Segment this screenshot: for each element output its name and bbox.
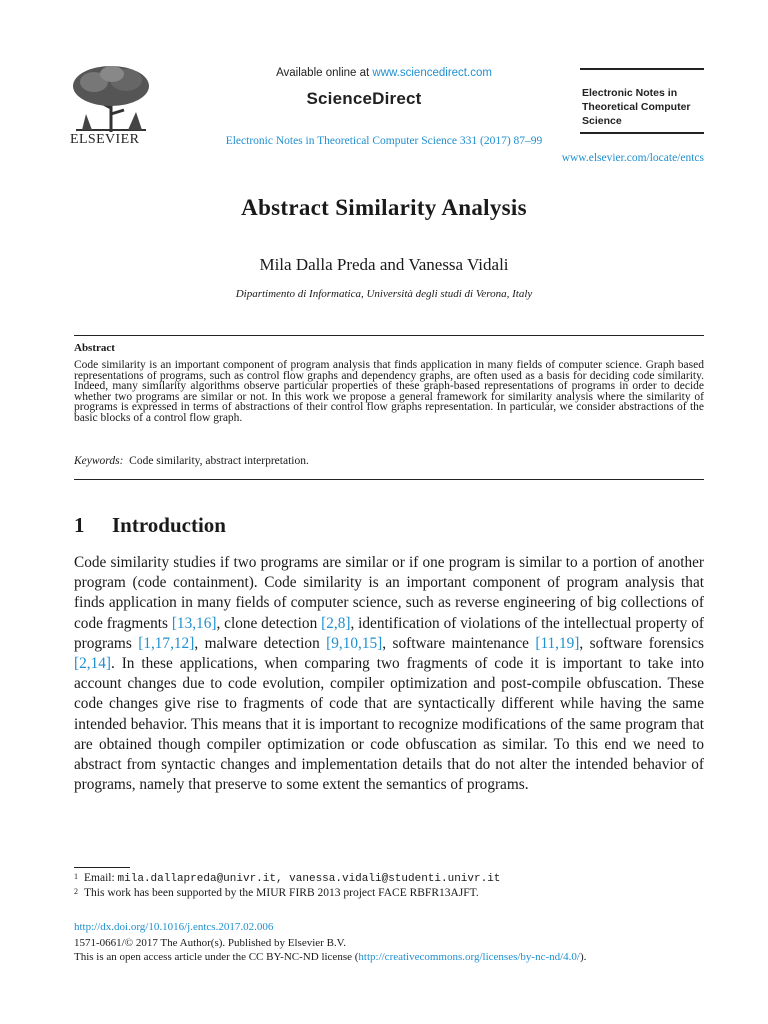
section-heading: 1 Introduction: [74, 513, 226, 537]
publisher-name: ELSEVIER: [70, 132, 140, 147]
paper-title: Abstract Similarity Analysis: [241, 195, 527, 220]
citation-link[interactable]: [2,14]: [74, 655, 111, 673]
paper-authors: Mila Dalla Preda and Vanessa Vidali: [259, 255, 509, 274]
footnote-1: $^1$ Email: mila.dallapreda@univr.it, vanessa.vidali@studenti.univr.it: [74, 872, 501, 885]
abstract-heading: Abstract: [74, 342, 115, 354]
abstract-bottom-rule: [74, 479, 704, 480]
footnote-rule: [74, 867, 130, 868]
open-access-line: This is an open access article under the CC BY-NC-ND license (http://creativecommons.org/licenses/by-nc-nd/4.0/).: [74, 951, 587, 963]
citation-link[interactable]: [9,10,15]: [326, 634, 383, 652]
journal-url-link[interactable]: www.elsevier.com/locate/entcs: [561, 152, 704, 164]
journal-box-title: Electronic Notes in Theoretical Computer Science: [582, 87, 691, 127]
citation-link[interactable]: [2,8]: [321, 614, 351, 632]
license-link[interactable]: http://creativecommons.org/licenses/by-nc-nd/4.0/: [358, 951, 580, 963]
citation-link[interactable]: [13,16]: [171, 614, 217, 632]
abstract-text: Code similarity is an important component of program analysis that finds application in many fields of computer science. Graph based representations of programs, such as control flow graphs and dependency graphs, are often used as a basis for deciding code similarity. Indeed, many similarity algorithms observe particular properties of these graph-based representations of programs in order to decide whether two programs are similar or not. In this work we propose a general framework for similarity analysis where the similarity of programs is expressed in terms of abstractions of their control flow graphs representation. In particular, we consider abstractions of the basic blocks of a control flow graph.: [74, 359, 704, 424]
available-online-line: Available online at www.sciencedirect.com: [276, 67, 492, 79]
sciencedirect-wordmark: ScienceDirect: [306, 89, 422, 108]
citation-link[interactable]: [11,19]: [535, 634, 580, 652]
paper-affiliation: Dipartimento di Informatica, Università degli studi di Verona, Italy: [235, 288, 533, 300]
doi-link[interactable]: http://dx.doi.org/10.1016/j.entcs.2017.02.006: [74, 921, 274, 933]
footnote-2: $^2$ This work has been supported by the MIUR FIRB 2013 project FACE RBFR13AJFT.: [74, 887, 479, 899]
sciencedirect-link[interactable]: www.sciencedirect.com: [372, 67, 492, 79]
issn-line: 1571-0661/© 2017 The Author(s). Published by Elsevier B.V.: [74, 937, 346, 949]
journal-reference[interactable]: Electronic Notes in Theoretical Computer Science 331 (2017) 87–99: [225, 135, 543, 147]
introduction-paragraph: Code similarity studies if two programs are similar or if one program is similar to a portion of another program (code containment). Code similarity is an important component of program analysis that finds application in many fields of computer science, such as reverse engineering of big collections of code fragments [13,16], clone detection [2,8], identification of violations of the intellectual property of programs [1,17,12], malware detection [9,10,15], software maintenance [11,19], software forensics [2,14]. In these applications, when comparing two fragments of code it is important to take into account changes due to code evolution, compiler optimization and post-compile obfuscation. These code changes give rise to fragments of code that are syntactically different while having the same intended behavior. This means that it is important to recognize modifications of the same program that are obtained though compiler optimization or code obfuscation as similar. To this end we need to abstract from syntactic changes and implementation details that do not alter the intended behavior of programs, namely that preserve to some extent the semantics of programs.: [74, 554, 704, 794]
abstract-top-rule: [74, 335, 704, 336]
citation-link[interactable]: [1,17,12]: [138, 634, 195, 652]
keywords-line: Keywords: Code similarity, abstract interpretation.: [74, 455, 309, 467]
